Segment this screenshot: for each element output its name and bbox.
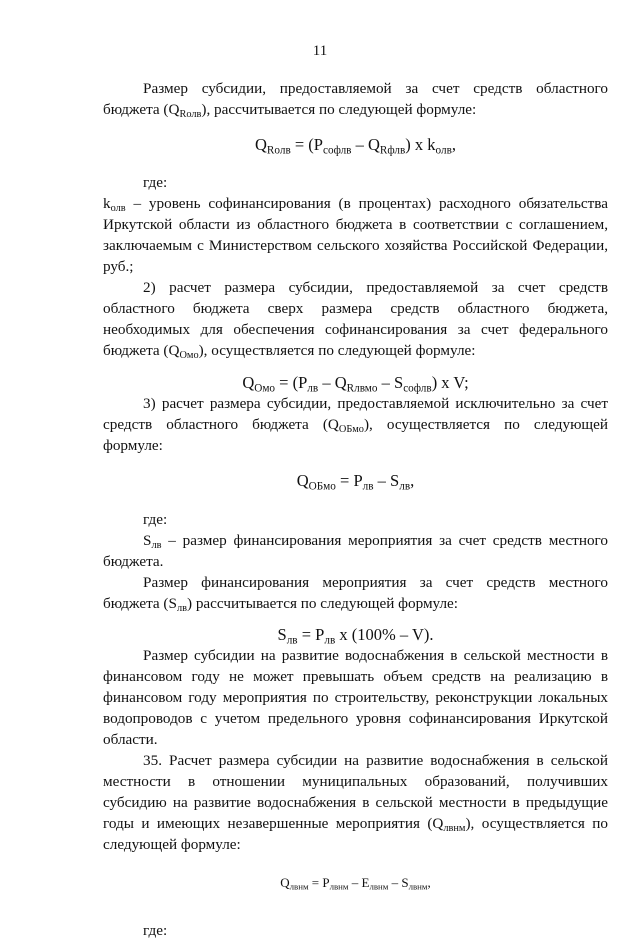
page-number: 11 — [312, 43, 328, 59]
formula-q-lvnm: $Q_{лвнм} = P_{лвнм} - E_{лвнм} - S_{лвнм}$, — [280, 875, 431, 892]
formula-q-obmo: $Q_{ОБмо} = P_{лв} - S_{лв}$, — [296, 471, 415, 493]
document-body — [103, 78, 608, 941]
paragraph-item-2: 2) расчет размера субсидии, предоставляемой за счет средств областного бюджета сверх размера средств областного бюджета, необходимых для обеспечения софинансирования за счет федерального бюджета $(Q_{Омо})$, осуществляется по следующей формуле: — [103, 279, 608, 362]
paragraph-subsidy-limit: Размер субсидии на развитие водоснабжения в сельской местности в финансовом году не может превышать объем средств на реализацию в финансовом году мероприятия по строительству, реконструкции локальных водопроводов с учетом предельного уровня софинансирования Иркутской области. — [103, 647, 608, 748]
paragraph-s-lv-definition: $S_{лв}$ – размер финансирования мероприятия за счет средств местного бюджета. — [103, 532, 608, 570]
formula-q-omo: $Q_{Омо} = (P_{лв} - Q_{Rлвмо} - S_{софлв})$ x V; — [242, 373, 469, 395]
where-label: где: — [143, 174, 168, 191]
subscript: Rолв — [179, 109, 202, 121]
paragraph-item-3: 3) расчет размера субсидии, предоставляемой исключительно за счет средств областного бюджета $(Q_{ОБмо})$, осуществляется по следующей формуле: — [103, 395, 608, 454]
text: Размер субсидии, предоставляемой за счет средств областного бюджета (Q — [103, 80, 608, 118]
where-label: где: — [143, 922, 168, 939]
paragraph-subsidy-regional — [103, 78, 608, 120]
text: ), рассчитывается по следующей формуле: — [201, 101, 477, 118]
paragraph-local-budget: Размер финансирования мероприятия за счет средств местного бюджета $(S_{лв})$ рассчитывается по следующей формуле: — [103, 574, 608, 615]
paragraph-k-olv-definition: $k_{олв}$ – уровень софинансирования (в процентах) расходного обязательства Иркутской области из областного бюджета в соответствии с соглашением, заключаемым с Министерством сельского хозяйства Российской Федерации, руб.; — [103, 195, 608, 275]
paragraph-item-35: 35. Расчет размера субсидии на развитие водоснабжения в сельской местности в отношении муниципальных образований, получивших субсидию на развитие водоснабжения в сельской местности в предыдущие годы и имеющих незавершенные мероприятия $(Q_{лвнм})$, осуществляется по следующей формуле: — [103, 752, 608, 853]
formula-s-lv: $S_{лв} = P_{лв}$ x (100% – V). — [277, 625, 434, 647]
formula-q-rolv: $Q_{Rолв} = (P_{софлв} - Q_{Rфлв})$ x $k_{олв}$, — [254, 135, 456, 157]
where-label: где: — [143, 511, 168, 528]
